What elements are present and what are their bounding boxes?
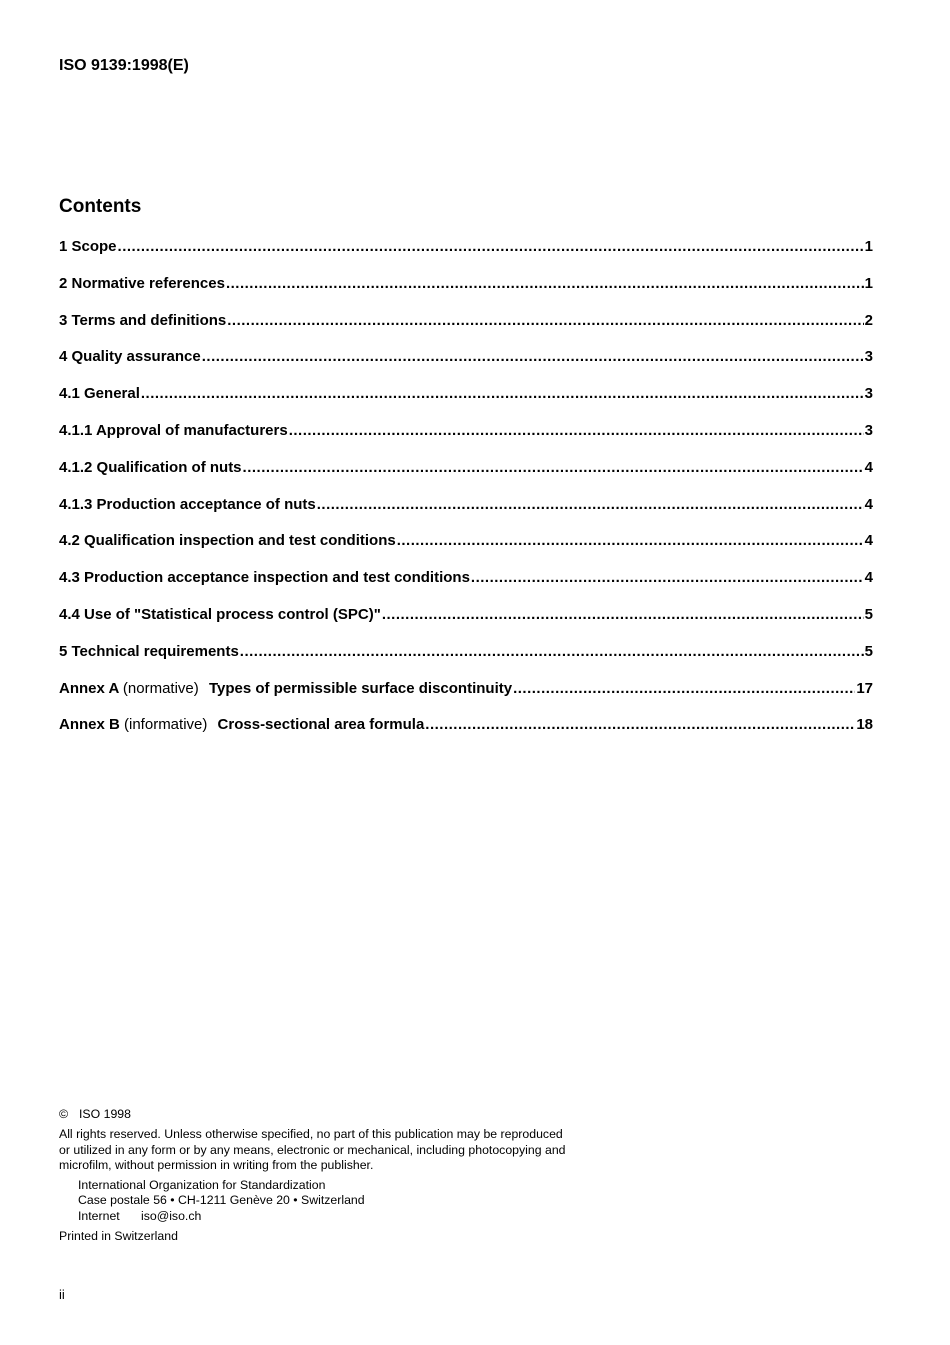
toc-entry-title: 4.4 Use of "Statistical process control (SPC)"	[59, 605, 381, 623]
toc-entry-title: 1 Scope	[59, 238, 117, 255]
toc-entry-title: 4.3 Production acceptance inspection and test conditions	[59, 569, 470, 587]
toc-leader-dots	[227, 312, 863, 329]
annex-label: Annex B	[59, 716, 120, 734]
toc-leader-dots	[202, 348, 864, 365]
toc-leader-dots	[425, 716, 855, 733]
toc-entry-general[interactable]	[59, 385, 873, 422]
toc-entry-page: 4	[864, 495, 873, 513]
toc-entry-page: 4	[864, 532, 873, 550]
toc-leader-dots	[141, 385, 864, 402]
page-number: ii	[59, 1287, 65, 1302]
annex-title: Types of permissible surface discontinuity	[208, 679, 513, 697]
rights-line: All rights reserved. Unless otherwise specified, no part of this publication may be reproduced	[59, 1127, 563, 1142]
toc-entry-scope[interactable]	[59, 238, 873, 275]
rights-line: or utilized in any form or by any means, electronic or mechanical, including photocopying and	[59, 1142, 566, 1157]
rights-line: microfilm, without permission in writing from the publisher.	[59, 1157, 374, 1172]
toc-entry-title: 3 Terms and definitions	[59, 311, 227, 329]
toc-entry-page: 5	[864, 605, 873, 623]
toc-entry-page: 1	[864, 274, 873, 292]
contents-heading: Contents	[59, 196, 142, 217]
org-name: International Organization for Standardization	[78, 1178, 326, 1193]
toc-entry-annex-b[interactable]	[59, 716, 873, 753]
rights-statement	[59, 1127, 619, 1173]
copyright-footer	[59, 1107, 619, 1244]
toc-entry-page: 3	[864, 348, 873, 366]
toc-entry-title: 4.1 General	[59, 385, 140, 403]
annex-kind: (informative)	[124, 716, 208, 734]
toc-entry-title: 4.1.2 Qualification of nuts	[59, 458, 242, 476]
toc-entry-title: 4.1.1 Approval of manufacturers	[59, 421, 288, 439]
toc-entry-page: 3	[864, 385, 873, 403]
toc-entry-terms-and-definitions[interactable]	[59, 312, 873, 349]
toc-entry-title	[59, 680, 512, 697]
toc-entry-normative-references[interactable]	[59, 275, 873, 312]
printed-in: Printed in Switzerland	[59, 1229, 178, 1244]
copyright-text: ISO 1998	[79, 1107, 131, 1121]
organization-address	[59, 1178, 619, 1224]
toc-entry-production-acceptance-of-nuts[interactable]	[59, 496, 873, 533]
copyright-line	[59, 1107, 619, 1122]
toc-entry-quality-assurance[interactable]	[59, 348, 873, 385]
toc-entry-title: 2 Normative references	[59, 274, 225, 292]
toc-entry-page: 5	[864, 642, 873, 660]
toc-leader-dots	[240, 643, 864, 660]
toc-entry-approval-of-manufacturers[interactable]	[59, 422, 873, 459]
toc-leader-dots	[243, 459, 864, 476]
toc-leader-dots	[289, 422, 864, 439]
toc-entry-title: 5 Technical requirements	[59, 642, 239, 660]
toc-entry-page: 3	[864, 421, 873, 439]
toc-entry-qualification-of-nuts[interactable]	[59, 459, 873, 496]
toc-entry-page: 4	[864, 569, 873, 587]
internet-label: Internet	[78, 1208, 120, 1223]
toc-entry-title: 4.1.3 Production acceptance of nuts	[59, 495, 316, 513]
toc-leader-dots	[397, 532, 864, 549]
toc-entry-title	[59, 716, 424, 733]
annex-kind: (normative)	[122, 679, 199, 697]
toc-entry-page: 1	[864, 238, 873, 255]
toc-leader-dots	[382, 606, 864, 623]
toc-leader-dots	[513, 680, 855, 697]
table-of-contents	[59, 238, 873, 753]
toc-entry-page: 18	[856, 716, 873, 734]
org-internet	[78, 1209, 619, 1224]
toc-leader-dots	[118, 238, 864, 255]
toc-entry-use-of-spc[interactable]	[59, 606, 873, 643]
toc-leader-dots	[471, 569, 864, 586]
toc-entry-page: 17	[856, 679, 873, 697]
copyright-icon: ©	[59, 1107, 69, 1121]
annex-title: Cross-sectional area formula	[217, 716, 425, 734]
toc-entry-title: 4 Quality assurance	[59, 348, 201, 366]
internet-email-link[interactable]: iso@iso.ch	[141, 1208, 202, 1223]
toc-entry-qualification-inspection[interactable]	[59, 532, 873, 569]
annex-label: Annex A	[59, 679, 119, 697]
toc-entry-annex-a[interactable]	[59, 680, 873, 717]
document-id: ISO 9139:1998(E)	[59, 57, 189, 74]
toc-entry-technical-requirements[interactable]	[59, 643, 873, 680]
toc-leader-dots	[317, 496, 864, 513]
toc-entry-page: 2	[864, 311, 873, 329]
toc-leader-dots	[226, 275, 864, 292]
org-address: Case postale 56 • CH-1211 Genève 20 • Switzerland	[78, 1193, 365, 1208]
toc-entry-page: 4	[864, 458, 873, 476]
toc-entry-production-acceptance-inspection[interactable]	[59, 569, 873, 606]
toc-entry-title: 4.2 Qualification inspection and test conditions	[59, 532, 396, 550]
